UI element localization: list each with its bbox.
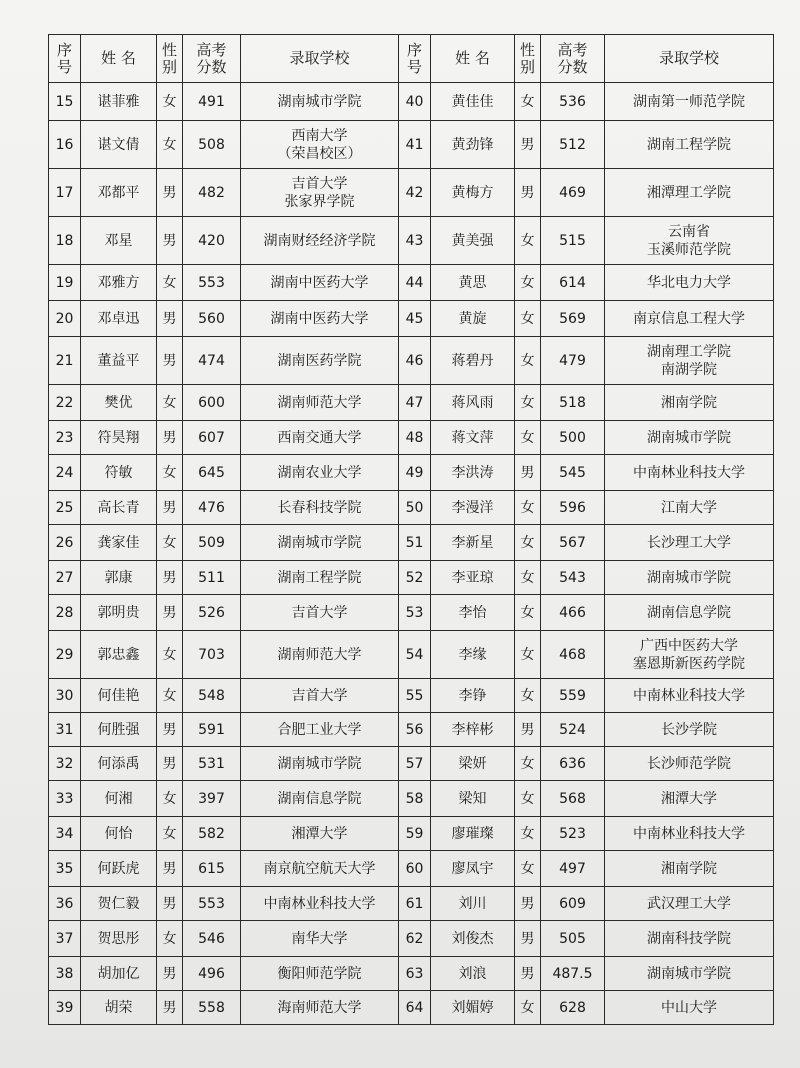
cell-score: 628 xyxy=(541,991,605,1025)
cell-score: 523 xyxy=(541,817,605,851)
cell-school: 长沙学院 xyxy=(605,713,774,747)
cell-gender: 女 xyxy=(515,83,541,121)
cell-score: 553 xyxy=(183,265,241,301)
cell-gender: 女 xyxy=(157,385,183,421)
cell-name: 符敏 xyxy=(81,455,157,491)
cell-score: 546 xyxy=(183,921,241,957)
cell-seq: 23 xyxy=(49,421,81,455)
cell-name: 蒋风雨 xyxy=(431,385,515,421)
header-name: 姓 名 xyxy=(431,35,515,83)
header-school: 录取学校 xyxy=(241,35,399,83)
cell-score: 512 xyxy=(541,121,605,169)
cell-name: 李洪涛 xyxy=(431,455,515,491)
cell-school: 湖南中医药大学 xyxy=(241,265,399,301)
cell-score: 474 xyxy=(183,337,241,385)
cell-gender: 男 xyxy=(515,921,541,957)
cell-school: 湖南理工学院 南湖学院 xyxy=(605,337,774,385)
cell-score: 636 xyxy=(541,747,605,781)
cell-score: 543 xyxy=(541,561,605,595)
cell-name: 黄旋 xyxy=(431,301,515,337)
cell-school: 长春科技学院 xyxy=(241,491,399,525)
cell-name: 刘俊杰 xyxy=(431,921,515,957)
cell-name: 李铮 xyxy=(431,679,515,713)
cell-gender: 女 xyxy=(515,747,541,781)
cell-name: 李新星 xyxy=(431,525,515,561)
cell-name: 郭明贵 xyxy=(81,595,157,631)
cell-score: 397 xyxy=(183,781,241,817)
cell-school: 湖南城市学院 xyxy=(241,83,399,121)
cell-school: 长沙师范学院 xyxy=(605,747,774,781)
cell-gender: 女 xyxy=(515,421,541,455)
cell-seq: 37 xyxy=(49,921,81,957)
cell-school: 中南林业科技大学 xyxy=(241,887,399,921)
cell-gender: 女 xyxy=(157,781,183,817)
cell-seq: 16 xyxy=(49,121,81,169)
header-seq: 序 号 xyxy=(49,35,81,83)
cell-seq: 54 xyxy=(399,631,431,679)
cell-score: 569 xyxy=(541,301,605,337)
cell-school: 海南师范大学 xyxy=(241,991,399,1025)
cell-score: 518 xyxy=(541,385,605,421)
cell-gender: 男 xyxy=(157,301,183,337)
cell-gender: 女 xyxy=(515,781,541,817)
cell-seq: 41 xyxy=(399,121,431,169)
cell-name: 廖璀璨 xyxy=(431,817,515,851)
cell-seq: 52 xyxy=(399,561,431,595)
cell-name: 李漫洋 xyxy=(431,491,515,525)
cell-seq: 32 xyxy=(49,747,81,781)
cell-gender: 女 xyxy=(157,83,183,121)
cell-school: 湖南信息学院 xyxy=(241,781,399,817)
cell-name: 李怡 xyxy=(431,595,515,631)
cell-gender: 男 xyxy=(515,169,541,217)
cell-seq: 50 xyxy=(399,491,431,525)
header-name: 姓 名 xyxy=(81,35,157,83)
cell-gender: 男 xyxy=(157,713,183,747)
table-row xyxy=(49,217,774,265)
cell-score: 468 xyxy=(541,631,605,679)
cell-gender: 女 xyxy=(157,817,183,851)
cell-school: 湘南学院 xyxy=(605,385,774,421)
cell-name: 李梓彬 xyxy=(431,713,515,747)
cell-name: 蒋碧丹 xyxy=(431,337,515,385)
cell-seq: 43 xyxy=(399,217,431,265)
cell-name: 何怡 xyxy=(81,817,157,851)
header-gender: 性 别 xyxy=(515,35,541,83)
cell-gender: 女 xyxy=(515,337,541,385)
cell-gender: 男 xyxy=(515,713,541,747)
table-row xyxy=(49,301,774,337)
header-row xyxy=(49,35,774,83)
cell-seq: 36 xyxy=(49,887,81,921)
table-row xyxy=(49,957,774,991)
cell-score: 497 xyxy=(541,851,605,887)
cell-gender: 女 xyxy=(157,265,183,301)
cell-school: 湖南医药学院 xyxy=(241,337,399,385)
cell-seq: 17 xyxy=(49,169,81,217)
cell-gender: 男 xyxy=(157,217,183,265)
cell-seq: 45 xyxy=(399,301,431,337)
cell-school: 湖南城市学院 xyxy=(241,525,399,561)
cell-seq: 30 xyxy=(49,679,81,713)
cell-score: 466 xyxy=(541,595,605,631)
table-row xyxy=(49,561,774,595)
cell-seq: 15 xyxy=(49,83,81,121)
cell-school: 合肥工业大学 xyxy=(241,713,399,747)
cell-seq: 56 xyxy=(399,713,431,747)
cell-score: 607 xyxy=(183,421,241,455)
cell-name: 高长青 xyxy=(81,491,157,525)
cell-gender: 女 xyxy=(515,595,541,631)
cell-seq: 51 xyxy=(399,525,431,561)
cell-seq: 25 xyxy=(49,491,81,525)
cell-gender: 女 xyxy=(515,491,541,525)
cell-school: 湘潭大学 xyxy=(241,817,399,851)
cell-score: 568 xyxy=(541,781,605,817)
cell-score: 591 xyxy=(183,713,241,747)
cell-gender: 男 xyxy=(515,957,541,991)
cell-name: 李亚琼 xyxy=(431,561,515,595)
cell-name: 黄美强 xyxy=(431,217,515,265)
cell-seq: 39 xyxy=(49,991,81,1025)
table-row xyxy=(49,265,774,301)
cell-gender: 男 xyxy=(157,337,183,385)
cell-score: 559 xyxy=(541,679,605,713)
cell-seq: 26 xyxy=(49,525,81,561)
cell-school: 湘南学院 xyxy=(605,851,774,887)
table-row xyxy=(49,455,774,491)
table-row xyxy=(49,679,774,713)
cell-gender: 男 xyxy=(157,991,183,1025)
cell-name: 符昊翔 xyxy=(81,421,157,455)
cell-school: 湖南科技学院 xyxy=(605,921,774,957)
cell-school: 西南交通大学 xyxy=(241,421,399,455)
cell-score: 548 xyxy=(183,679,241,713)
cell-gender: 男 xyxy=(157,595,183,631)
cell-gender: 女 xyxy=(515,817,541,851)
cell-seq: 57 xyxy=(399,747,431,781)
cell-seq: 35 xyxy=(49,851,81,887)
cell-name: 樊优 xyxy=(81,385,157,421)
cell-score: 614 xyxy=(541,265,605,301)
cell-name: 梁知 xyxy=(431,781,515,817)
cell-score: 508 xyxy=(183,121,241,169)
cell-name: 郭康 xyxy=(81,561,157,595)
cell-school: 湖南工程学院 xyxy=(605,121,774,169)
cell-score: 505 xyxy=(541,921,605,957)
table-row xyxy=(49,83,774,121)
cell-school: 南京信息工程大学 xyxy=(605,301,774,337)
cell-school: 湖南城市学院 xyxy=(605,421,774,455)
cell-school: 广西中医药大学 塞恩斯新医药学院 xyxy=(605,631,774,679)
cell-name: 黄梅方 xyxy=(431,169,515,217)
cell-name: 贺思彤 xyxy=(81,921,157,957)
table-row xyxy=(49,851,774,887)
cell-gender: 男 xyxy=(157,957,183,991)
cell-school: 吉首大学 xyxy=(241,679,399,713)
cell-score: 567 xyxy=(541,525,605,561)
cell-seq: 59 xyxy=(399,817,431,851)
cell-school: 南华大学 xyxy=(241,921,399,957)
cell-score: 491 xyxy=(183,83,241,121)
cell-school: 长沙理工大学 xyxy=(605,525,774,561)
cell-gender: 男 xyxy=(515,455,541,491)
header-seq: 序 号 xyxy=(399,35,431,83)
cell-score: 526 xyxy=(183,595,241,631)
cell-name: 梁妍 xyxy=(431,747,515,781)
cell-score: 509 xyxy=(183,525,241,561)
table-row xyxy=(49,337,774,385)
header-gender: 性 别 xyxy=(157,35,183,83)
cell-score: 531 xyxy=(183,747,241,781)
cell-school: 湖南农业大学 xyxy=(241,455,399,491)
cell-seq: 27 xyxy=(49,561,81,595)
cell-score: 703 xyxy=(183,631,241,679)
cell-gender: 男 xyxy=(157,561,183,595)
cell-score: 600 xyxy=(183,385,241,421)
cell-score: 582 xyxy=(183,817,241,851)
cell-gender: 男 xyxy=(157,421,183,455)
cell-seq: 21 xyxy=(49,337,81,385)
cell-school: 湖南师范大学 xyxy=(241,385,399,421)
cell-name: 廖凤宇 xyxy=(431,851,515,887)
cell-name: 何湘 xyxy=(81,781,157,817)
cell-seq: 44 xyxy=(399,265,431,301)
cell-seq: 34 xyxy=(49,817,81,851)
table-body xyxy=(49,83,774,1025)
cell-seq: 48 xyxy=(399,421,431,455)
cell-gender: 女 xyxy=(515,631,541,679)
header-school: 录取学校 xyxy=(605,35,774,83)
header-score: 高考 分数 xyxy=(541,35,605,83)
table-row xyxy=(49,385,774,421)
table-row xyxy=(49,713,774,747)
cell-school: 湖南第一师范学院 xyxy=(605,83,774,121)
cell-name: 黄思 xyxy=(431,265,515,301)
table-row xyxy=(49,491,774,525)
cell-gender: 女 xyxy=(515,679,541,713)
cell-name: 董益平 xyxy=(81,337,157,385)
cell-seq: 61 xyxy=(399,887,431,921)
cell-gender: 女 xyxy=(157,631,183,679)
cell-score: 545 xyxy=(541,455,605,491)
cell-school: 华北电力大学 xyxy=(605,265,774,301)
table-row xyxy=(49,631,774,679)
cell-name: 黄劲锋 xyxy=(431,121,515,169)
cell-school: 湖南城市学院 xyxy=(605,561,774,595)
cell-name: 邓星 xyxy=(81,217,157,265)
cell-seq: 53 xyxy=(399,595,431,631)
table-row xyxy=(49,595,774,631)
cell-name: 邓卓迅 xyxy=(81,301,157,337)
cell-name: 谌菲雅 xyxy=(81,83,157,121)
cell-name: 何添禹 xyxy=(81,747,157,781)
cell-name: 黄佳佳 xyxy=(431,83,515,121)
cell-score: 596 xyxy=(541,491,605,525)
cell-name: 刘浪 xyxy=(431,957,515,991)
cell-seq: 38 xyxy=(49,957,81,991)
cell-name: 龚家佳 xyxy=(81,525,157,561)
cell-school: 湖南工程学院 xyxy=(241,561,399,595)
cell-seq: 29 xyxy=(49,631,81,679)
cell-name: 刘媚婷 xyxy=(431,991,515,1025)
cell-seq: 64 xyxy=(399,991,431,1025)
cell-name: 刘川 xyxy=(431,887,515,921)
cell-score: 511 xyxy=(183,561,241,595)
cell-school: 衡阳师范学院 xyxy=(241,957,399,991)
cell-school: 中南林业科技大学 xyxy=(605,679,774,713)
cell-name: 李缘 xyxy=(431,631,515,679)
cell-seq: 20 xyxy=(49,301,81,337)
cell-seq: 49 xyxy=(399,455,431,491)
cell-name: 何胜强 xyxy=(81,713,157,747)
cell-seq: 31 xyxy=(49,713,81,747)
cell-score: 496 xyxy=(183,957,241,991)
cell-score: 515 xyxy=(541,217,605,265)
cell-school: 湖南城市学院 xyxy=(605,957,774,991)
cell-school: 中山大学 xyxy=(605,991,774,1025)
cell-score: 487.5 xyxy=(541,957,605,991)
cell-score: 645 xyxy=(183,455,241,491)
cell-name: 邓都平 xyxy=(81,169,157,217)
cell-school: 湖南城市学院 xyxy=(241,747,399,781)
admission-table xyxy=(48,34,774,1025)
cell-seq: 63 xyxy=(399,957,431,991)
cell-seq: 42 xyxy=(399,169,431,217)
cell-gender: 女 xyxy=(157,921,183,957)
cell-school: 中南林业科技大学 xyxy=(605,817,774,851)
cell-school: 湖南财经经济学院 xyxy=(241,217,399,265)
table-row xyxy=(49,991,774,1025)
cell-name: 邓雅方 xyxy=(81,265,157,301)
cell-gender: 女 xyxy=(515,217,541,265)
cell-score: 482 xyxy=(183,169,241,217)
cell-gender: 男 xyxy=(157,851,183,887)
table-row xyxy=(49,169,774,217)
cell-gender: 女 xyxy=(515,301,541,337)
cell-name: 蒋文萍 xyxy=(431,421,515,455)
cell-score: 558 xyxy=(183,991,241,1025)
cell-gender: 女 xyxy=(515,525,541,561)
cell-score: 615 xyxy=(183,851,241,887)
cell-gender: 女 xyxy=(515,265,541,301)
cell-school: 湖南信息学院 xyxy=(605,595,774,631)
cell-score: 500 xyxy=(541,421,605,455)
cell-gender: 女 xyxy=(515,561,541,595)
cell-gender: 男 xyxy=(515,121,541,169)
cell-school: 江南大学 xyxy=(605,491,774,525)
cell-name: 胡加亿 xyxy=(81,957,157,991)
cell-gender: 男 xyxy=(157,169,183,217)
cell-gender: 女 xyxy=(157,455,183,491)
cell-name: 谌文倩 xyxy=(81,121,157,169)
cell-seq: 47 xyxy=(399,385,431,421)
cell-seq: 18 xyxy=(49,217,81,265)
cell-gender: 女 xyxy=(157,121,183,169)
cell-school: 湖南师范大学 xyxy=(241,631,399,679)
cell-school: 中南林业科技大学 xyxy=(605,455,774,491)
cell-seq: 24 xyxy=(49,455,81,491)
table-row xyxy=(49,921,774,957)
table-row xyxy=(49,121,774,169)
cell-gender: 女 xyxy=(157,679,183,713)
cell-school: 云南省 玉溪师范学院 xyxy=(605,217,774,265)
cell-school: 湘潭大学 xyxy=(605,781,774,817)
table-row xyxy=(49,817,774,851)
cell-school: 吉首大学 张家界学院 xyxy=(241,169,399,217)
cell-score: 476 xyxy=(183,491,241,525)
cell-seq: 62 xyxy=(399,921,431,957)
cell-school: 南京航空航天大学 xyxy=(241,851,399,887)
cell-seq: 19 xyxy=(49,265,81,301)
cell-gender: 男 xyxy=(157,491,183,525)
table-row xyxy=(49,421,774,455)
header-score: 高考 分数 xyxy=(183,35,241,83)
cell-score: 524 xyxy=(541,713,605,747)
cell-gender: 女 xyxy=(515,991,541,1025)
cell-score: 609 xyxy=(541,887,605,921)
cell-school: 湘潭理工学院 xyxy=(605,169,774,217)
cell-name: 胡荣 xyxy=(81,991,157,1025)
cell-seq: 58 xyxy=(399,781,431,817)
table-row xyxy=(49,747,774,781)
cell-seq: 55 xyxy=(399,679,431,713)
cell-seq: 22 xyxy=(49,385,81,421)
cell-school: 吉首大学 xyxy=(241,595,399,631)
cell-score: 420 xyxy=(183,217,241,265)
cell-gender: 女 xyxy=(515,851,541,887)
cell-score: 479 xyxy=(541,337,605,385)
cell-seq: 33 xyxy=(49,781,81,817)
cell-name: 何佳艳 xyxy=(81,679,157,713)
cell-name: 郭忠鑫 xyxy=(81,631,157,679)
cell-score: 553 xyxy=(183,887,241,921)
cell-school: 西南大学 （荣昌校区） xyxy=(241,121,399,169)
cell-gender: 男 xyxy=(157,887,183,921)
cell-gender: 男 xyxy=(157,747,183,781)
cell-name: 何跃虎 xyxy=(81,851,157,887)
cell-gender: 男 xyxy=(515,887,541,921)
cell-school: 湖南中医药大学 xyxy=(241,301,399,337)
cell-seq: 60 xyxy=(399,851,431,887)
table-row xyxy=(49,887,774,921)
cell-school: 武汉理工大学 xyxy=(605,887,774,921)
cell-seq: 40 xyxy=(399,83,431,121)
cell-gender: 女 xyxy=(157,525,183,561)
table-row xyxy=(49,781,774,817)
cell-score: 560 xyxy=(183,301,241,337)
cell-gender: 女 xyxy=(515,385,541,421)
cell-name: 贺仁毅 xyxy=(81,887,157,921)
cell-score: 536 xyxy=(541,83,605,121)
cell-seq: 46 xyxy=(399,337,431,385)
cell-score: 469 xyxy=(541,169,605,217)
table-row xyxy=(49,525,774,561)
cell-seq: 28 xyxy=(49,595,81,631)
